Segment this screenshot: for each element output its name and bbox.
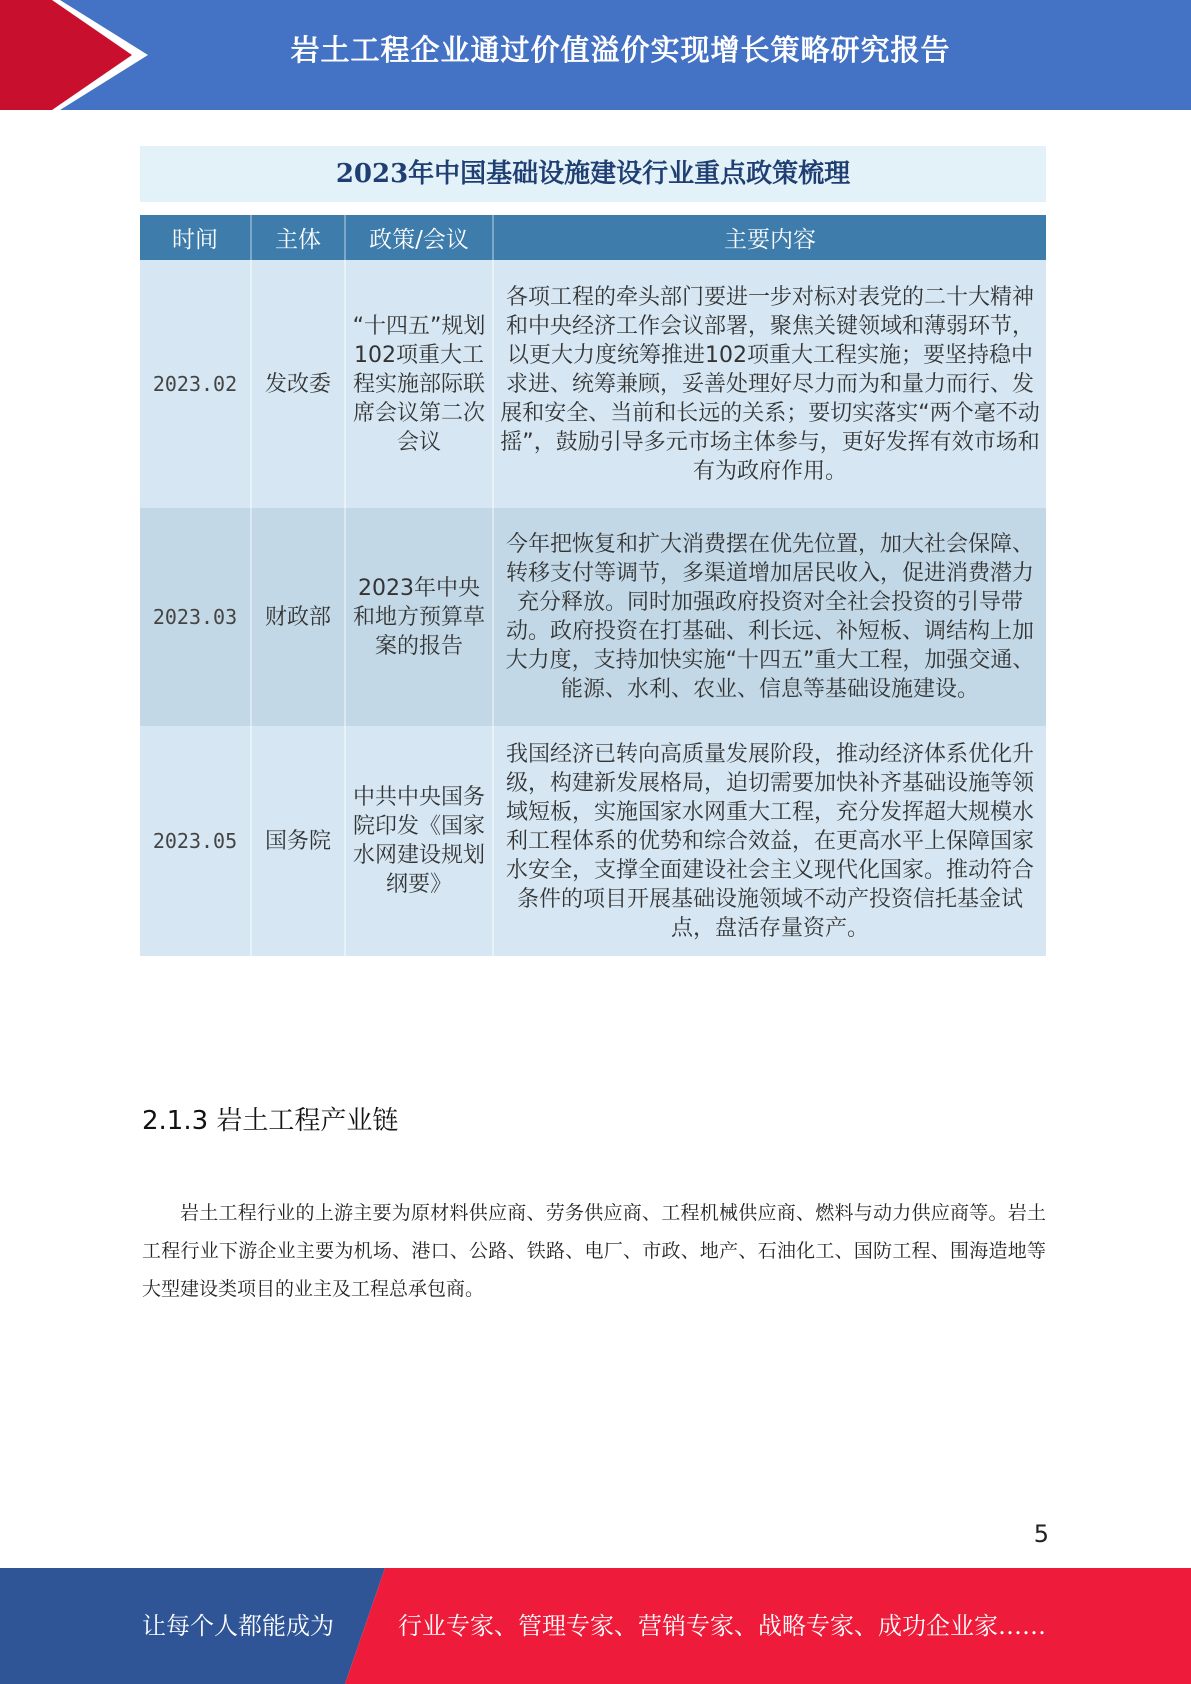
figure-title: 2023年中国基础设施建设行业重点政策梳理 [140,146,1046,202]
policy-table [140,215,1046,956]
page-number: 5 [1033,1520,1049,1548]
cell-policy: 中共中央国务院印发《国家水网建设规划纲要》 [345,726,493,956]
footer-slogan-right: 行业专家、管理专家、营销专家、战略专家、成功企业家…… [398,1612,1046,1640]
cell-content: 今年把恢复和扩大消费摆在优先位置，加大社会保障、转移支付等调节，多渠道增加居民收入，促进消费潜力充分释放。同时加强政府投资对全社会投资的引导带动。政府投资在打基础、利长远、补短板、调结构上加大力度，支持加快实施“十四五”重大工程，加强交通、能源、水利、农业、信息等基础设施建设。 [493,508,1046,726]
cell-date: 2023.05 [140,726,251,956]
footer-slogan-left: 让每个人都能成为 [142,1612,334,1640]
section-heading: 2.1.3 岩土工程产业链 [142,1106,399,1136]
column-header-time: 时间 [140,215,251,260]
column-header-body: 主体 [251,215,345,260]
report-title: 岩土工程企业通过价值溢价实现增长策略研究报告 [290,33,951,67]
table-row [140,726,1046,956]
column-header-policy: 政策/会议 [345,215,493,260]
table-header-row [140,215,1046,260]
cell-policy: 2023年中央和地方预算草案的报告 [345,508,493,726]
footer-band [0,1568,1191,1684]
cell-date: 2023.02 [140,260,251,508]
cell-body: 国务院 [251,726,345,956]
cell-body: 发改委 [251,260,345,508]
body-paragraph: 岩土工程行业的上游主要为原材料供应商、劳务供应商、工程机械供应商、燃料与动力供应商等。岩土工程行业下游企业主要为机场、港口、公路、铁路、电厂、市政、地产、石油化工、国防工程、围海造地等大型建设类项目的业主及工程总承包商。 [142,1202,1046,1300]
header-band [0,0,1191,110]
cell-content: 我国经济已转向高质量发展阶段，推动经济体系优化升级，构建新发展格局，迫切需要加快补齐基础设施等领域短板，实施国家水网重大工程，充分发挥超大规模水利工程体系的优势和综合效益，在更高水平上保障国家水安全，支撑全面建设社会主义现代化国家。推动符合条件的项目开展基础设施领域不动产投资信托基金试点，盘活存量资产。 [493,726,1046,956]
cell-body: 财政部 [251,508,345,726]
column-header-content: 主要内容 [493,215,1046,260]
header-arrow-decoration [0,0,160,110]
cell-content: 各项工程的牵头部门要进一步对标对表党的二十大精神和中央经济工作会议部署，聚焦关键领域和薄弱环节，以更大力度统筹推进102项重大工程实施；要坚持稳中求进、统筹兼顾，妥善处理好尽力而为和量力而行、发展和安全、当前和长远的关系；要切实落实“两个毫不动摇”，鼓励引导多元市场主体参与，更好发挥有效市场和有为政府作用。 [493,260,1046,508]
table-row [140,508,1046,726]
policy-table-figure [140,146,1046,956]
cell-date: 2023.03 [140,508,251,726]
cell-policy: “十四五”规划102项重大工程实施部际联席会议第二次会议 [345,260,493,508]
table-row [140,260,1046,508]
